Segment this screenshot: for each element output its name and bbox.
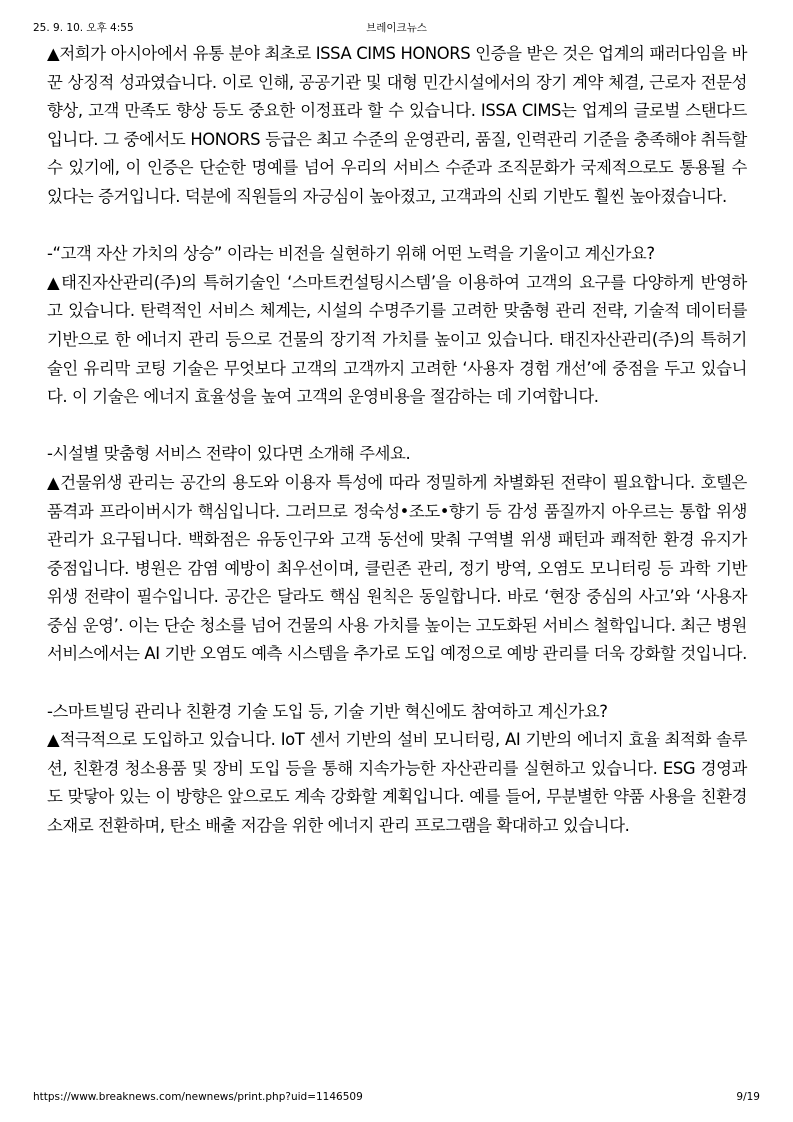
answer-paragraph: ▲건물위생 관리는 공간의 용도와 이용자 특성에 따라 정밀하게 차별화된 전략이 필요합니다. 호텔은 품격과 프라이버시가 핵심입니다. 그러므로 정숙성•조도•향기 등 감성 품질까지 아우르는 통합 위생관리가 요구됩니다. 백화점은 유동인구와 고객 동선에 맞춰 구역별 위생 패턴과 쾌적한 환경 유지가 중점입니다. 병원은 감염 예방이 최우선이며, 클린존 관리, 정기 방역, 오염도 모니터링 등 과학 기반 위생 전략이 필수입니다. 공간은 달라도 핵심 원칙은 동일합니다. 바로 ‘현장 중심의 사고’와 ‘사용자 중심 운영’. 이는 단순 청소를 넘어 건물의 사용 가치를 높이는 고도화된 서비스 철학입니다. 최근 병원 서비스에서는 AI 기반 오염도 예측 시스템을 추가로 도입 예정으로 예방 관리를 더욱 강화할 것입니다. — [47, 472, 747, 664]
page-header — [33, 20, 760, 34]
article-body — [47, 40, 747, 841]
answer-paragraph: ▲태진자산관리(주)의 특허기술인 ‘스마트컨설팅시스템’을 이용하여 고객의 요구를 다양하게 반영하고 있습니다. 탄력적인 서비스 체계는, 시설의 수명주기를 고려한 맞춤형 관리 전략, 기술적 데이터를 기반으로 한 에너지 관리 등으로 건물의 장기적 가치를 높이고 있습니다. 태진자산관리(주)의 특허기술인 유리막 코팅 기술은 무엇보다 고객의 고객까지 고려한 ‘사용자 경험 개선’에 중점을 두고 있습니다. 이 기술은 에너지 효율성을 높여 고객의 운영비용을 절감하는 데 기여합니다. — [47, 272, 747, 407]
page-number: 9/19 — [736, 1091, 760, 1103]
question-paragraph: -“고객 자산 가치의 상승” 이라는 비전을 실현하기 위해 어떤 노력을 기울이고 계신가요? — [47, 244, 655, 264]
question-paragraph: -스마트빌딩 관리나 친환경 기술 도입 등, 기술 기반 혁신에도 참여하고 계신가요? — [47, 701, 608, 721]
page-footer — [33, 1091, 760, 1105]
paragraph-spacer — [47, 212, 747, 241]
paragraph-spacer — [47, 412, 747, 441]
article-url: https://www.breaknews.com/newnews/print.php?uid=1146509 — [33, 1091, 363, 1103]
paragraph-spacer — [47, 669, 747, 698]
answer-paragraph: ▲적극적으로 도입하고 있습니다. IoT 센서 기반의 설비 모니터링, AI 기반의 에너지 효율 최적화 솔루션, 친환경 청소용품 및 장비 도입 등을 통해 지속가능한 자산관리를 실현하고 있습니다. ESG 경영과도 맞닿아 있는 이 방향은 앞으로도 계속 강화할 계획입니다. 예를 들어, 무분별한 약품 사용을 친환경 소재로 전환하며, 탄소 배출 저감을 위한 에너지 관리 프로그램을 확대하고 있습니다. — [47, 730, 747, 836]
print-datetime: 25. 9. 10. 오후 4:55 — [33, 22, 134, 34]
answer-paragraph: ▲저희가 아시아에서 유통 분야 최초로 ISSA CIMS HONORS 인증을 받은 것은 업계의 패러다임을 바꾼 상징적 성과였습니다. 이로 인해, 공공기관 및 대형 민간시설에서의 장기 계약 체결, 근로자 전문성향상, 고객 만족도 향상 등도 중요한 이정표라 할 수 있습니다. ISSA CIMS는 업계의 글로벌 스탠다드입니다. 그 중에서도 HONORS 등급은 최고 수준의 운영관리, 품질, 인력관리 기준을 충족해야 취득할 수 있기에, 이 인증은 단순한 명예를 넘어 우리의 서비스 수준과 조직문화가 국제적으로도 통용될 수 있다는 증거입니다. 덕분에 직원들의 자긍심이 높아졌고, 고객과의 신뢰 기반도 훨씬 높아졌습니다. — [47, 44, 747, 206]
site-name: 브레이크뉴스 — [366, 22, 427, 34]
question-paragraph: -시설별 맞춤형 서비스 전략이 있다면 소개해 주세요. — [47, 444, 411, 464]
